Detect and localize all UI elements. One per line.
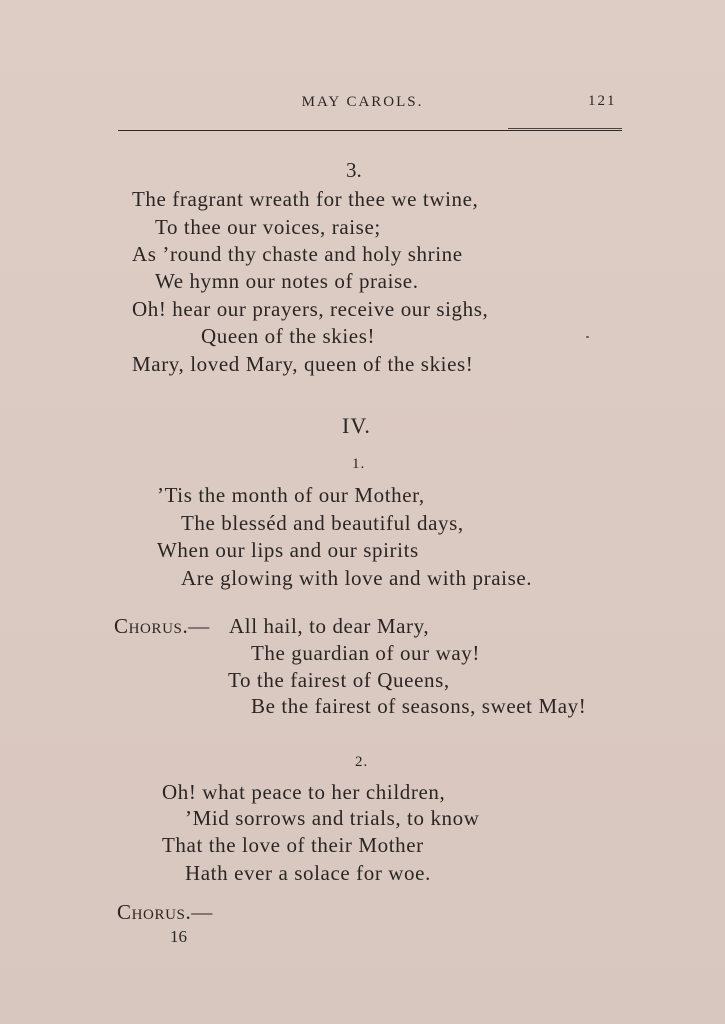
page-number: 121 — [588, 93, 617, 109]
verse-line: When our lips and our spirits — [157, 538, 419, 562]
verse-line: We hymn our notes of praise. — [155, 269, 419, 293]
verse-line: Oh! hear our prayers, receive our sighs, — [132, 297, 489, 321]
verse-line: ’Mid sorrows and trials, to know — [185, 806, 480, 830]
verse-line: Oh! what peace to her children, — [162, 780, 446, 804]
stanza-number: 1. — [352, 456, 366, 472]
paper-speck — [586, 336, 589, 338]
verse-line: The fragrant wreath for thee we twine, — [132, 187, 479, 211]
chorus-line: All hail, to dear Mary, — [229, 614, 430, 638]
chorus-line: To the fairest of Queens, — [228, 668, 450, 692]
header-rule — [118, 130, 622, 131]
chorus-line: The guardian of our way! — [251, 641, 480, 665]
verse-line: The blesséd and beautiful days, — [181, 511, 464, 535]
verse-line: Hath ever a solace for woe. — [185, 861, 431, 885]
signature-mark: 16 — [170, 927, 187, 946]
verse-line: Mary, loved Mary, queen of the skies! — [132, 352, 474, 376]
header-rule-overlap — [508, 128, 622, 129]
verse-line: Are glowing with love and with praise. — [181, 566, 533, 590]
stanza-number: 2. — [355, 754, 369, 770]
verse-line: That the love of their Mother — [162, 833, 424, 857]
stanza-number: 3. — [346, 158, 362, 182]
chorus-label: Chorus.— — [114, 614, 210, 638]
chorus-line: Be the fairest of seasons, sweet May! — [251, 694, 587, 718]
verse-line: ’Tis the month of our Mother, — [157, 483, 425, 507]
verse-line: As ’round thy chaste and holy shrine — [132, 242, 463, 266]
running-title: MAY CAROLS. — [301, 94, 424, 110]
verse-line: Queen of the skies! — [201, 324, 376, 348]
section-heading: IV. — [342, 413, 371, 438]
chorus-label: Chorus.— — [117, 900, 213, 924]
verse-line: To thee our voices, raise; — [155, 215, 381, 239]
